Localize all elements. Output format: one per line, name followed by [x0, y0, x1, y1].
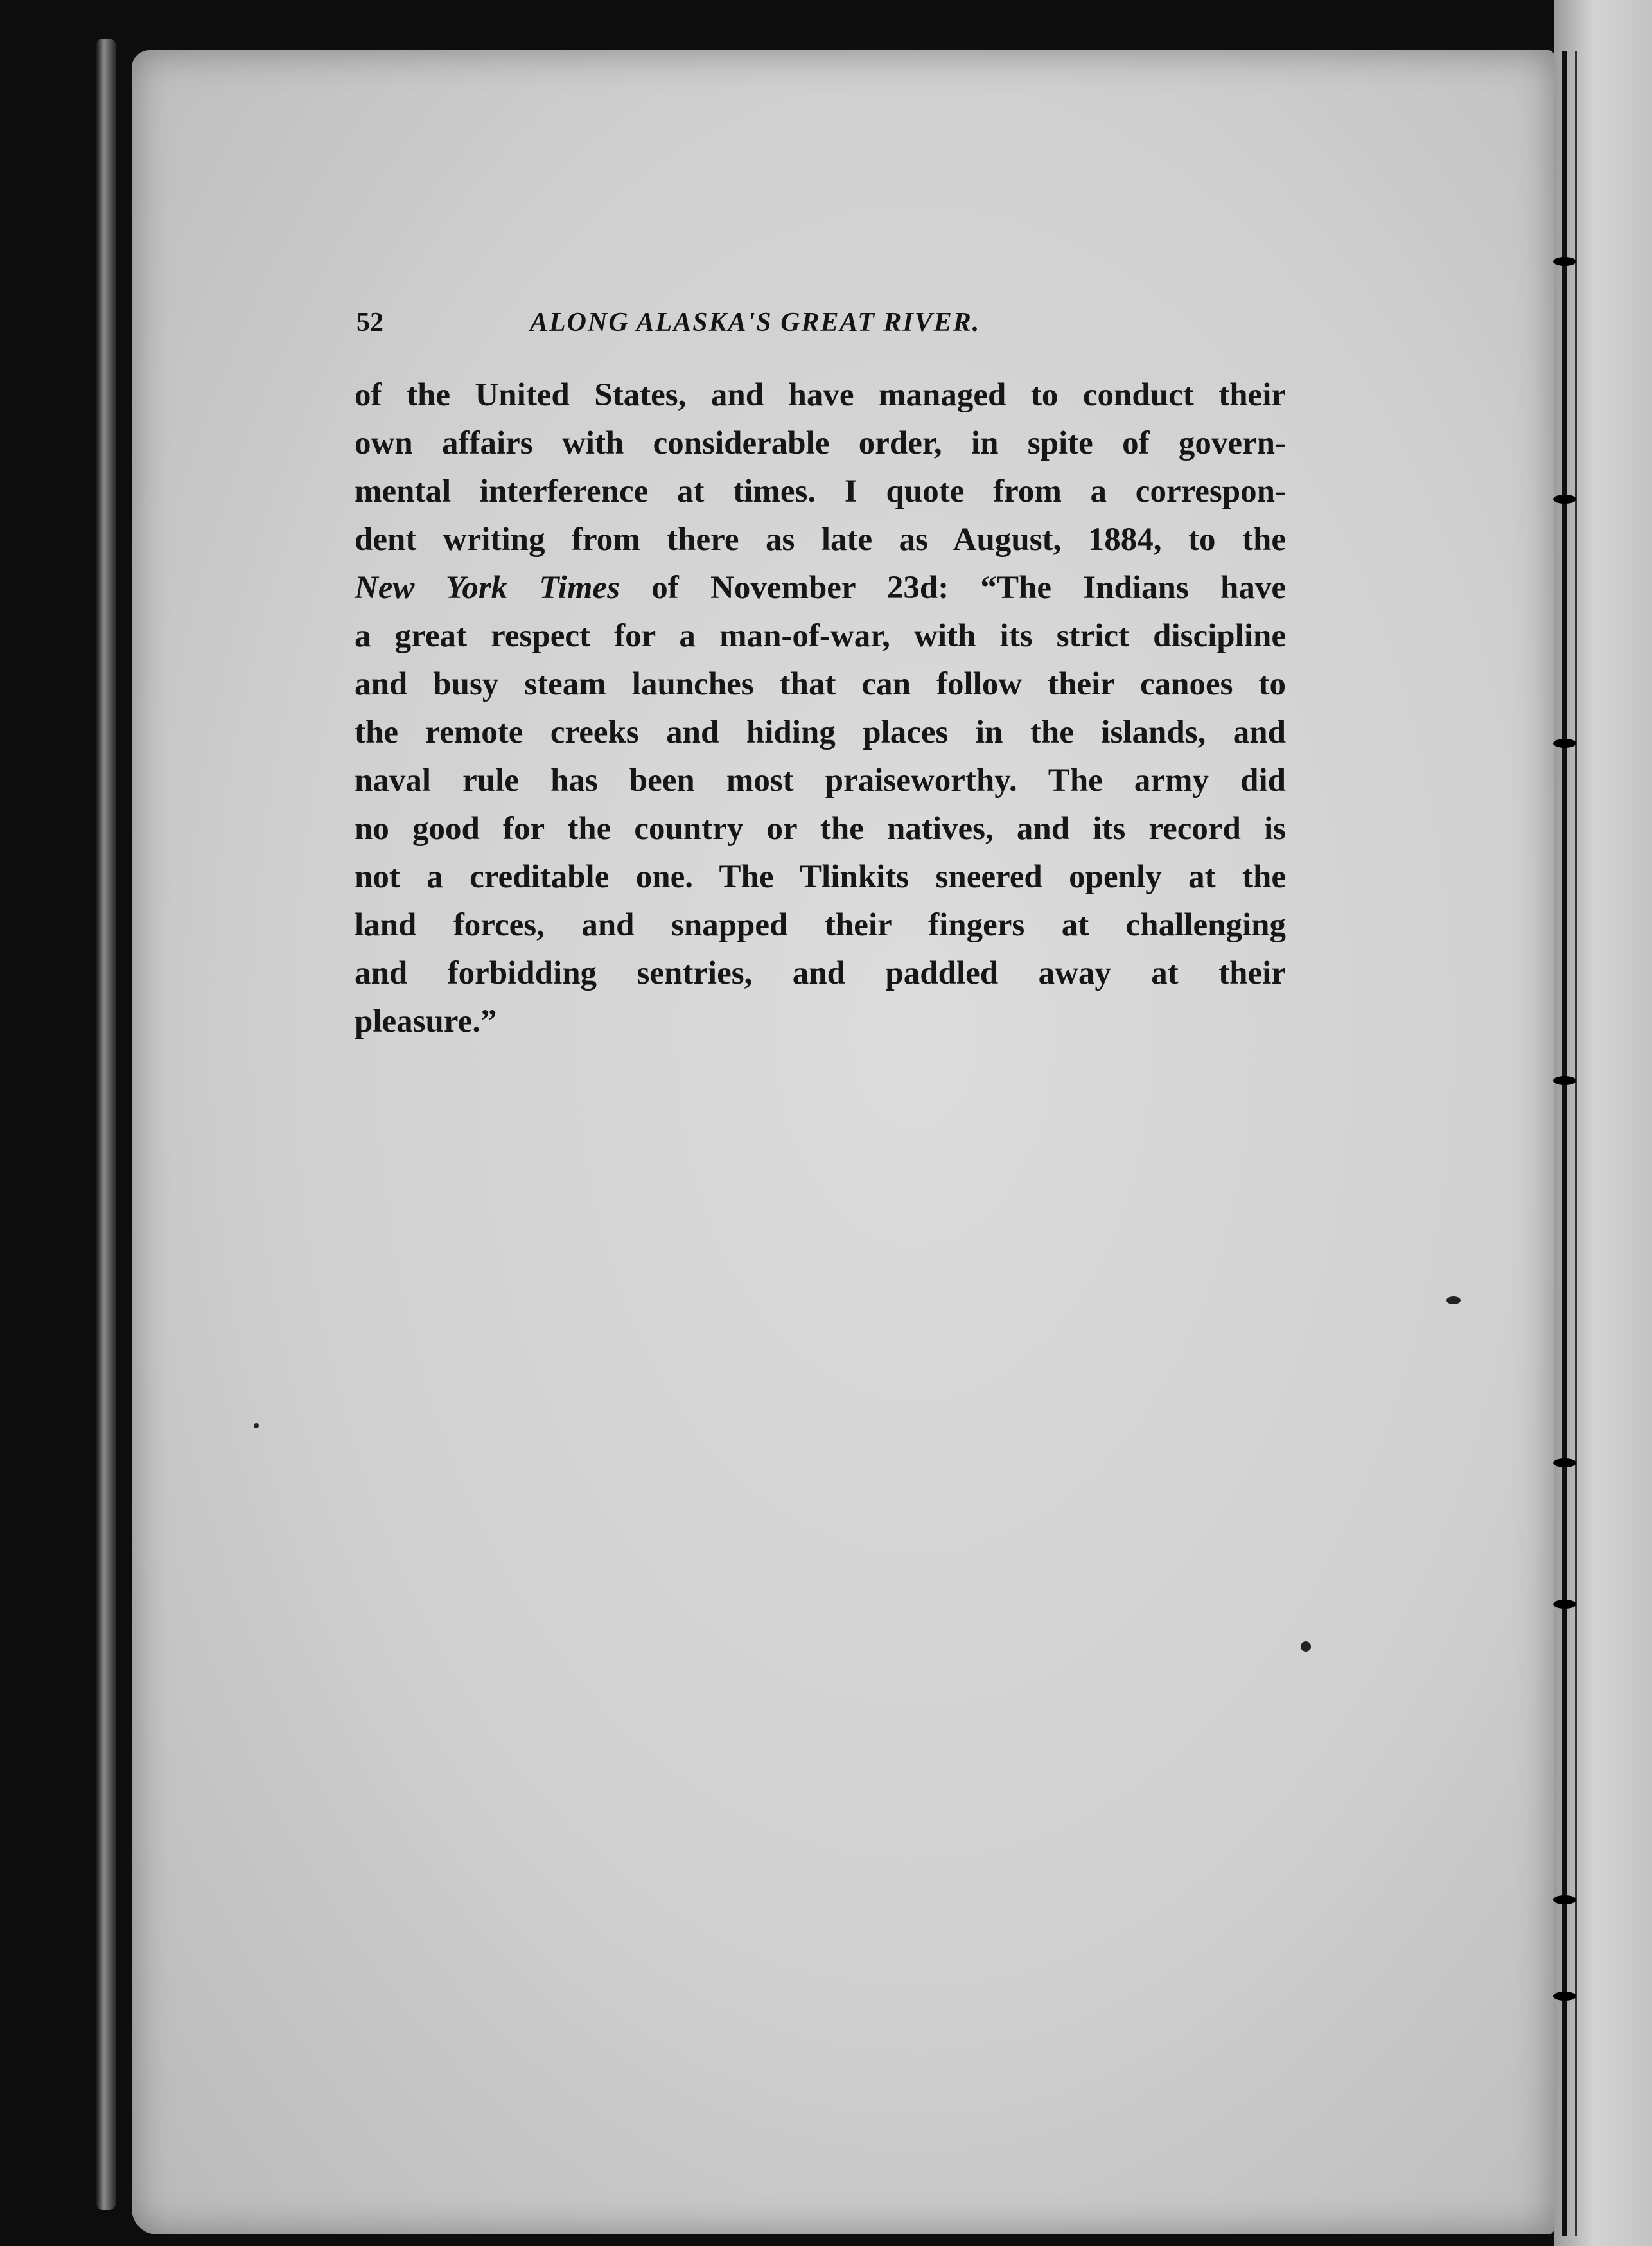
text-line: and busy steam launches that can follow their canoes to [355, 666, 1286, 702]
newspaper-title: New York Times [355, 570, 620, 606]
body-text [355, 371, 1286, 1046]
text-line: New York Times of November 23d: “The Indians have [355, 570, 1286, 606]
page-edge-shadow [96, 39, 116, 2210]
ink-speck [1301, 1641, 1311, 1652]
binding-stitch [1553, 1992, 1576, 2001]
page-header [356, 301, 1288, 346]
text-line: naval rule has been most praiseworthy. The army did [355, 763, 1286, 799]
binding-stitch [1553, 1895, 1576, 1904]
ink-speck [254, 1423, 259, 1428]
text-line: dent writing from there as late as August, 1884, to the [355, 522, 1286, 558]
ink-speck [1446, 1296, 1461, 1304]
text-line: a great respect for a man-of-war, with its strict discipline [355, 618, 1286, 654]
binding-stitch [1553, 495, 1576, 504]
running-head: ALONG ALASKA'S GREAT RIVER. [530, 308, 981, 337]
text-line: land forces, and snapped their fingers at challenging [355, 907, 1286, 943]
text-line: own affairs with considerable order, in spite of govern- [355, 425, 1286, 461]
binding-stitch [1553, 739, 1576, 748]
binding-line [1562, 51, 1567, 2236]
binding-line-inner [1575, 51, 1577, 2236]
text-line: the remote creeks and hiding places in the islands, and [355, 714, 1286, 750]
facing-page-strip [1554, 0, 1652, 2246]
page-number: 52 [356, 308, 383, 337]
binding-stitch [1553, 1076, 1576, 1085]
text-line: not a creditable one. The Tlinkits sneered openly at the [355, 859, 1286, 895]
text-line: and forbidding sentries, and paddled away at their [355, 955, 1286, 991]
text-line: pleasure.” [355, 1004, 497, 1039]
binding-stitch [1553, 1600, 1576, 1609]
text-line: no good for the country or the natives, and its record is [355, 811, 1286, 847]
binding-stitch [1553, 1458, 1576, 1467]
text-line: mental interference at times. I quote from a correspon- [355, 473, 1286, 509]
binding-stitch [1553, 257, 1576, 266]
text-line: of the United States, and have managed to conduct their [355, 377, 1286, 413]
